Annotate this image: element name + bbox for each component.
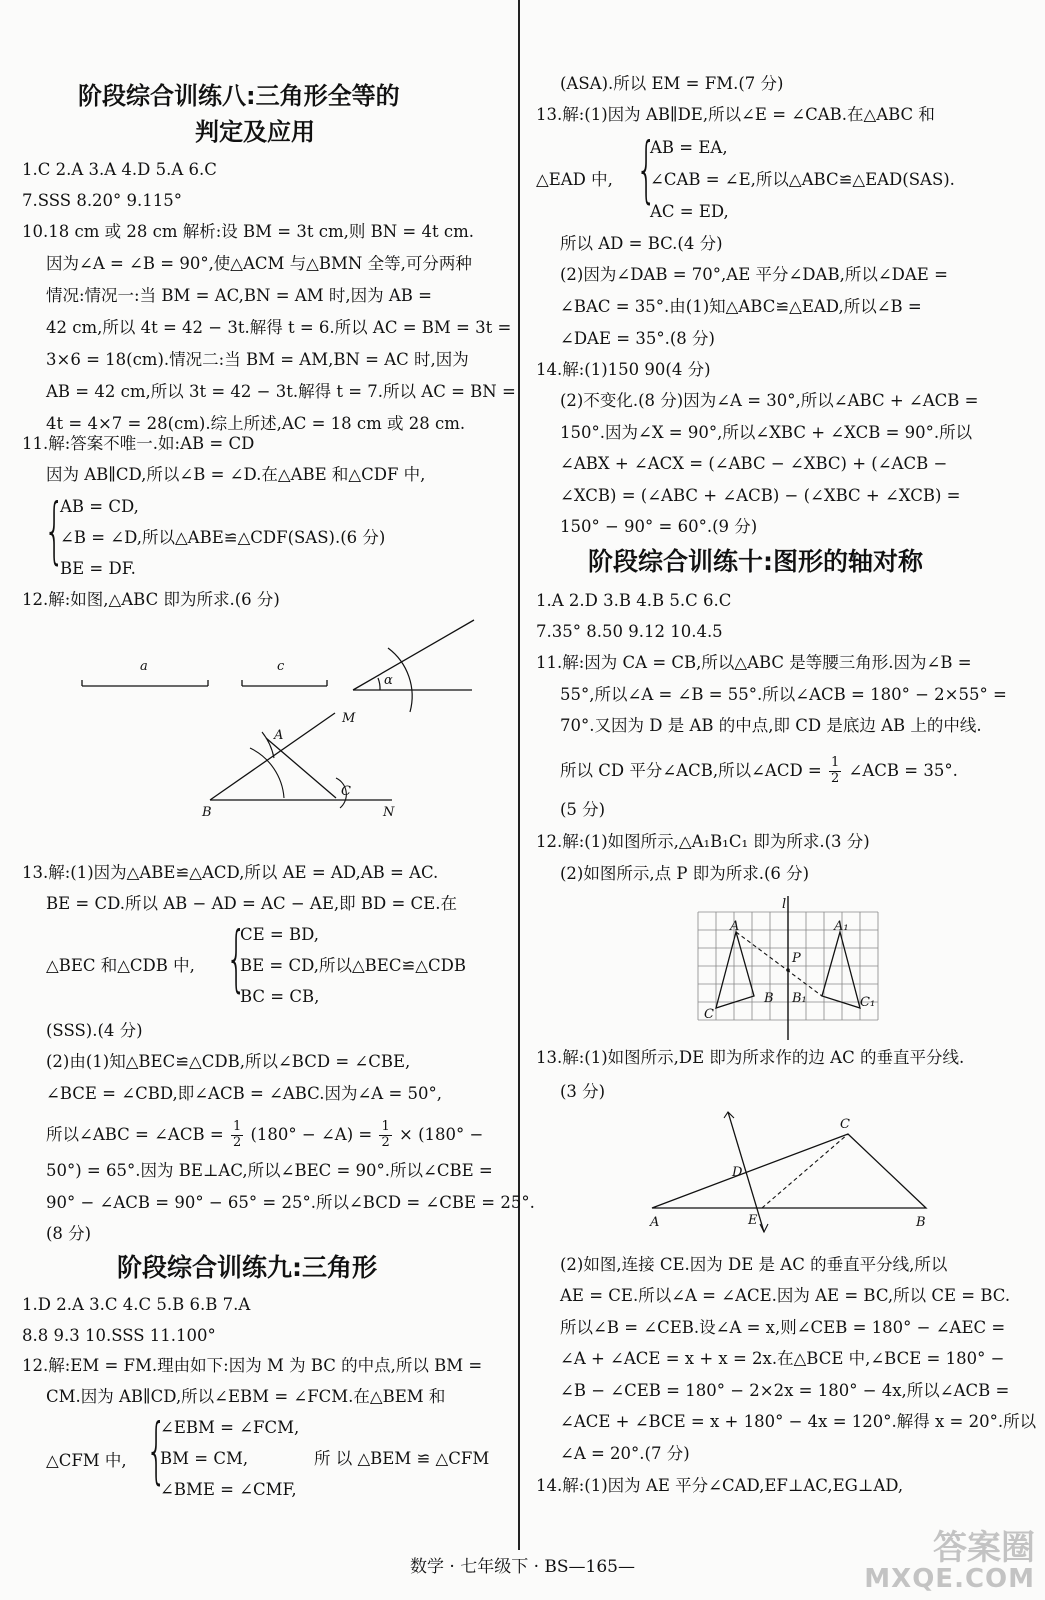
q13-line: 13.解:(1)因为△ABE≌△ACD,所以 AE = AD,AB = AC. (22, 863, 439, 882)
q11-line: 11.解:因为 CA = CB,所以△ABC 是等腰三角形.因为∠B = (536, 653, 972, 672)
q10-line: 情况:情况一:当 BM = AC,BN = AM 时,因为 AB = (46, 286, 432, 305)
q12-condition: 所 以 △BEM ≌ △CFM (314, 1449, 490, 1468)
column-divider (518, 0, 520, 1550)
q12-line: 12.解:如图,△ABC 即为所求.(6 分) (22, 590, 280, 609)
q11-condition: ∠B = ∠D,所以△ABE≌△CDF(SAS).(6 分) (60, 528, 386, 547)
q13-line: ∠A = 20°.(7 分) (560, 1444, 690, 1463)
q11-line: 55°,所以∠A = ∠B = 55°.所以∠ACB = 180° − 2×55° = (560, 685, 1007, 704)
q13-line: 90° − ∠ACB = 90° − 65° = 25°.所以∠BCD = ∠CBE = 25°. (46, 1193, 535, 1212)
section-8-title: 阶段综合训练八:三角形全等的 (78, 82, 400, 110)
q12-line: △CFM 中, (46, 1451, 127, 1470)
q10-line: 4t = 4×7 = 28(cm).综上所述,AC = 18 cm 或 28 cm. (46, 414, 466, 433)
q13-line: △EAD 中, (536, 170, 613, 189)
grid-figure (692, 894, 892, 1044)
q14-line: (2)不变化.(8 分)因为∠A = 30°,所以∠ABC + ∠ACB = (560, 391, 979, 410)
section-9-title: 阶段综合训练九:三角形 (117, 1253, 377, 1282)
label-C1: C₁ (860, 995, 876, 1010)
watermark-logo-text: 答案圈 (933, 1528, 1035, 1568)
q10-line: 42 cm,所以 4t = 42 − 3t.解得 t = 6.所以 AC = BM = 3t = (46, 318, 512, 337)
label-A: A (730, 919, 740, 934)
q12-line: CM.因为 AB∥CD,所以∠EBM = ∠FCM.在△BEM 和 (46, 1387, 446, 1406)
label-A: A (650, 1215, 660, 1230)
label-l: l (782, 897, 787, 912)
q12-condition: BM = CM, (160, 1449, 249, 1468)
point-p (786, 968, 790, 972)
label-B: B (916, 1215, 926, 1230)
q13-line: (SSS).(4 分) (46, 1021, 143, 1040)
side-ac (266, 738, 336, 798)
q13-condition: AB = EA, (650, 138, 728, 157)
label-C: C (840, 1117, 850, 1132)
q14-line: 14.解:(1)150 90(4 分) (536, 360, 711, 379)
q13-line: ∠ACE + ∠BCE = x + 180° − 4x = 120°.解得 x = 20°.所以 (560, 1412, 1037, 1431)
label-alpha: α (384, 673, 393, 688)
q13-line: ∠BCE = ∠CBD,即∠ACB = ∠ABC.因为∠A = 50°, (46, 1084, 443, 1103)
q11-line: 70°.又因为 D 是 AB 的中点,即 CD 是底边 AB 上的中线. (560, 716, 982, 735)
q13-line: ∠BAC = 35°.由(1)知△ABC≌△EAD,所以∠B = (560, 297, 922, 316)
dashed-ce (762, 1134, 848, 1208)
label-E: E (748, 1213, 758, 1228)
q10-line: AB = 42 cm,所以 3t = 42 − 3t.解得 t = 7.所以 AC = BN = (46, 382, 516, 401)
section-10-title: 阶段综合训练十:图形的轴对称 (588, 547, 923, 576)
q13-fraction-line: 所以∠ABC = ∠ACB = $\frac{1}{2}$ (180° − ∠A) = $\frac{1}{2}$ × (180° − (46, 1119, 484, 1150)
triangle-abc (652, 1134, 926, 1208)
q13-condition: ∠CAB = ∠E,所以△ABC≌△EAD(SAS). (650, 170, 955, 189)
q13-condition: BE = CD,所以△BEC≌△CDB (240, 956, 466, 975)
angle-ray (353, 620, 474, 690)
q13-line: △BEC 和△CDB 中, (46, 956, 195, 975)
q12-condition: ∠BME = ∠CMF, (160, 1480, 297, 1499)
fraction: $\frac{1}{2}$ (381, 1119, 390, 1150)
q13-line: BE = CD.所以 AB − AD = AC − AE,即 BD = CE.在 (46, 894, 457, 913)
q13-line: (2)由(1)知△BEC≌△CDB,所以∠BCD = ∠CBE, (46, 1052, 411, 1071)
q11-fraction-line: 所以 CD 平分∠ACB,所以∠ACD = $\frac{1}{2}$ ∠ACB = 35°. (560, 755, 958, 786)
q14-line: 150°.因为∠X = 90°,所以∠XBC + ∠XCB = 90°.所以 (560, 423, 973, 442)
label-P: P (792, 951, 801, 966)
label-B1: B₁ (792, 991, 807, 1006)
q13-line: 50°) = 65°.因为 BE⊥AC,所以∠BEC = 90°.所以∠CBE = (46, 1161, 493, 1180)
q10-line: 因为∠A = ∠B = 90°,使△ACM 与△BMN 全等,可分两种 (46, 254, 472, 273)
answer-line: 7.SSS 8.20° 9.115° (22, 191, 183, 210)
label-B: B (202, 805, 212, 820)
label-a: a (140, 659, 148, 674)
ray-bm (210, 713, 335, 800)
watermark-url: MXQE.COM (864, 1564, 1035, 1594)
watermark (850, 1520, 1045, 1600)
label-B: B (764, 991, 774, 1006)
answer-line: 7.35° 8.50 9.12 10.4.5 (536, 622, 723, 641)
q13-line: ∠DAE = 35°.(8 分) (560, 329, 715, 348)
q13-condition: BC = CB, (240, 987, 320, 1006)
q12-line: (2)如图所示,点 P 即为所求.(6 分) (560, 864, 810, 883)
q14-line: ∠ABX + ∠ACX = (∠ABC − ∠XBC) + (∠ACB − (560, 454, 948, 473)
q14-line: 150° − 90° = 60°.(9 分) (560, 517, 758, 536)
label-D: D (732, 1165, 743, 1180)
q13-line: (2)如图,连接 CE.因为 DE 是 AC 的垂直平分线,所以 (560, 1255, 948, 1274)
q13-line: 所以 AD = BC.(4 分) (560, 234, 723, 253)
section-8-title-cont: 判定及应用 (195, 118, 315, 146)
left-brace: { (636, 127, 657, 211)
q10-line: 10.18 cm 或 28 cm 解析:设 BM = 3t cm,则 BN = 4t cm. (22, 222, 475, 241)
q13-condition: CE = BD, (240, 925, 319, 944)
answer-line: 1.A 2.D 3.B 4.B 5.C 6.C (536, 591, 732, 610)
label-C: C (704, 1007, 714, 1022)
triangle-a1b1c1 (822, 932, 860, 1008)
q13-condition: AC = ED, (650, 202, 729, 221)
q13-line: (2)因为∠DAB = 70°,AE 平分∠DAB,所以∠DAE = (560, 265, 948, 284)
q11-line: 因为 AB∥CD,所以∠B = ∠D.在△ABE 和△CDF 中, (46, 465, 426, 484)
q13-line: ∠B − ∠CEB = 180° − 2×2x = 180° − 4x,所以∠ACB = (560, 1381, 1010, 1400)
q13-line: AE = CE.所以∠A = ∠ACE.因为 AE = BC,所以 CE = BC. (560, 1286, 1011, 1305)
fraction: $\frac{1}{2}$ (232, 1119, 242, 1150)
label-M: M (342, 711, 356, 726)
construction-figure (70, 608, 510, 828)
label-N: N (383, 805, 395, 820)
triangle-figure (636, 1108, 946, 1238)
dashed-ab1 (736, 932, 822, 996)
answer-line: 1.C 2.A 3.A 4.D 5.A 6.C (22, 160, 217, 179)
q11-condition: BE = DF. (60, 559, 136, 578)
label-A: A (274, 728, 284, 743)
q14-line: ∠XCB) = (∠ABC + ∠ACB) − (∠XBC + ∠XCB) = (560, 486, 961, 505)
q11-line: 11.解:答案不唯一.如:AB = CD (22, 434, 255, 453)
q11-line: (5 分) (560, 800, 606, 819)
label-c: c (277, 659, 285, 674)
left-brace: { (44, 488, 65, 572)
q13-line: 13.解:(1)如图所示,DE 即为所求作的边 AC 的垂直平分线. (536, 1048, 965, 1067)
q13-line: (3 分) (560, 1082, 606, 1101)
q12-condition: ∠EBM = ∠FCM, (160, 1418, 300, 1437)
q14-line: 14.解:(1)因为 AE 平分∠CAD,EF⊥AC,EG⊥AD, (536, 1476, 904, 1495)
q10-line: 3×6 = 18(cm).情况二:当 BM = AM,BN = AC 时,因为 (46, 350, 469, 369)
q13-line: 13.解:(1)因为 AB∥DE,所以∠E = ∠CAB.在△ABC 和 (536, 105, 935, 124)
answer-line: 1.D 2.A 3.C 4.C 5.B 6.B 7.A (22, 1295, 251, 1314)
left-brace: { (146, 1408, 167, 1492)
text-line: (ASA).所以 EM = FM.(7 分) (560, 74, 784, 93)
q12-line: 12.解:EM = FM.理由如下:因为 M 为 BC 的中点,所以 BM = (22, 1356, 483, 1375)
label-C: C (341, 784, 351, 799)
q13-line: ∠A + ∠ACE = x + x = 2x.在△BCE 中,∠BCE = 180° − (560, 1349, 1005, 1368)
left-brace: { (226, 916, 247, 1000)
q13-line: 所以∠B = ∠CEB.设∠A = x,则∠CEB = 180° − ∠AEC = (560, 1318, 1006, 1337)
fraction: $\frac{1}{2}$ (831, 755, 840, 786)
q11-condition: AB = CD, (60, 497, 139, 516)
triangle-abc (716, 932, 754, 1008)
q12-line: 12.解:(1)如图所示,△A₁B₁C₁ 即为所求.(3 分) (536, 832, 870, 851)
answer-line: 8.8 9.3 10.SSS 11.100° (22, 1326, 216, 1345)
page-footer: 数学 · 七年级下 · BS—165— (409, 1557, 635, 1577)
label-A1: A₁ (834, 919, 849, 934)
q13-line: (8 分) (46, 1224, 92, 1243)
